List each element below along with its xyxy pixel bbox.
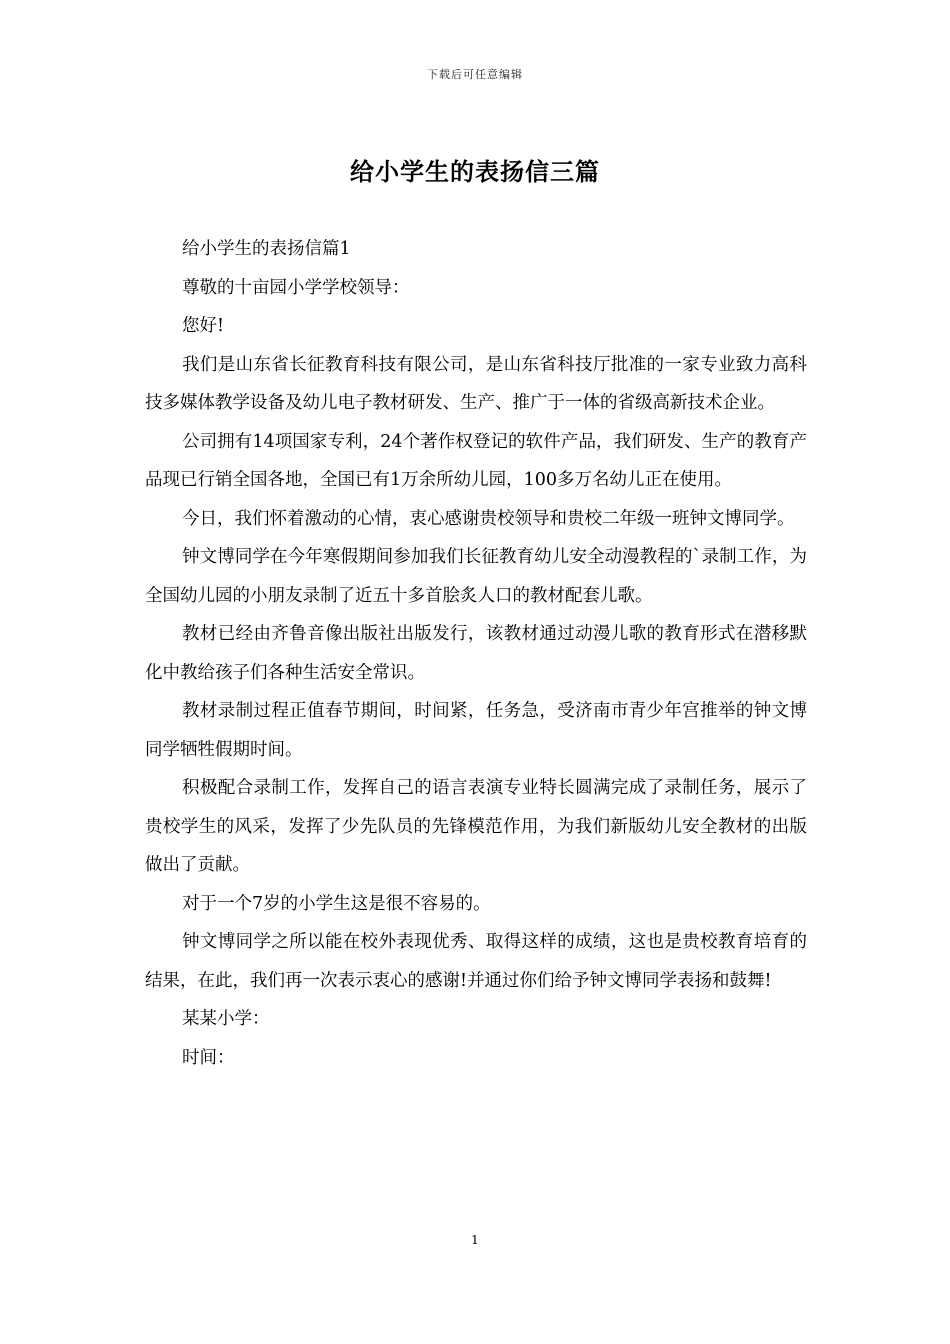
body-paragraph: 钟文博同学在今年寒假期间参加我们长征教育幼儿安全动漫教程的`录制工作，为全国幼儿园的小朋友录制了近五十多首脍炙人口的教材配套儿歌。	[145, 547, 807, 606]
letter-body	[145, 230, 807, 1077]
greeting: 您好!	[182, 316, 225, 336]
body-paragraph: 公司拥有14项国家专利，24个著作权登记的软件产品，我们研发、生产的教育产品现已行销全国各地，全国已有1万余所幼儿园，100多万名幼儿正在使用。	[145, 431, 807, 490]
body-paragraph: 钟文博同学之所以能在校外表现优秀、取得这样的成绩，这也是贵校教育培育的结果，在此，我们再一次表示衷心的感谢!并通过你们给予钟文博同学表扬和鼓舞!	[145, 932, 807, 991]
body-paragraph: 我们是山东省长征教育科技有限公司，是山东省科技厅批准的一家专业致力高科技多媒体教学设备及幼儿电子教材研发、生产、推广于一体的省级高新技术企业。	[145, 354, 807, 413]
signature-line: 某某小学：	[182, 1009, 270, 1029]
body-paragraph: 积极配合录制工作，发挥自己的语言表演专业特长圆满完成了录制任务，展示了贵校学生的风采，发挥了少先队员的先锋模范作用，为我们新版幼儿安全教材的出版做出了贡献。	[145, 778, 807, 875]
body-paragraph: 今日，我们怀着激动的心情，衷心感谢贵校领导和贵校二年级一班钟文博同学。	[182, 508, 795, 529]
document-title: 给小学生的表扬信三篇	[350, 157, 600, 186]
body-paragraph: 教材已经由齐鲁音像出版社出版发行，该教材通过动漫儿歌的教育形式在潜移默化中教给孩子们各种生活安全常识。	[145, 624, 807, 683]
section-heading: 给小学生的表扬信篇1	[182, 239, 351, 259]
date-line: 时间：	[182, 1047, 235, 1068]
header-note: 下载后可任意编辑	[427, 68, 523, 81]
page-number: 1	[471, 1233, 479, 1247]
body-paragraph: 教材录制过程正值春节期间，时间紧，任务急，受济南市青少年宫推举的钟文博同学牺牲假期时间。	[145, 701, 807, 760]
salutation: 尊敬的十亩园小学学校领导：	[182, 277, 410, 298]
body-paragraph: 对于一个7岁的小学生这是很不容易的。	[182, 893, 491, 914]
